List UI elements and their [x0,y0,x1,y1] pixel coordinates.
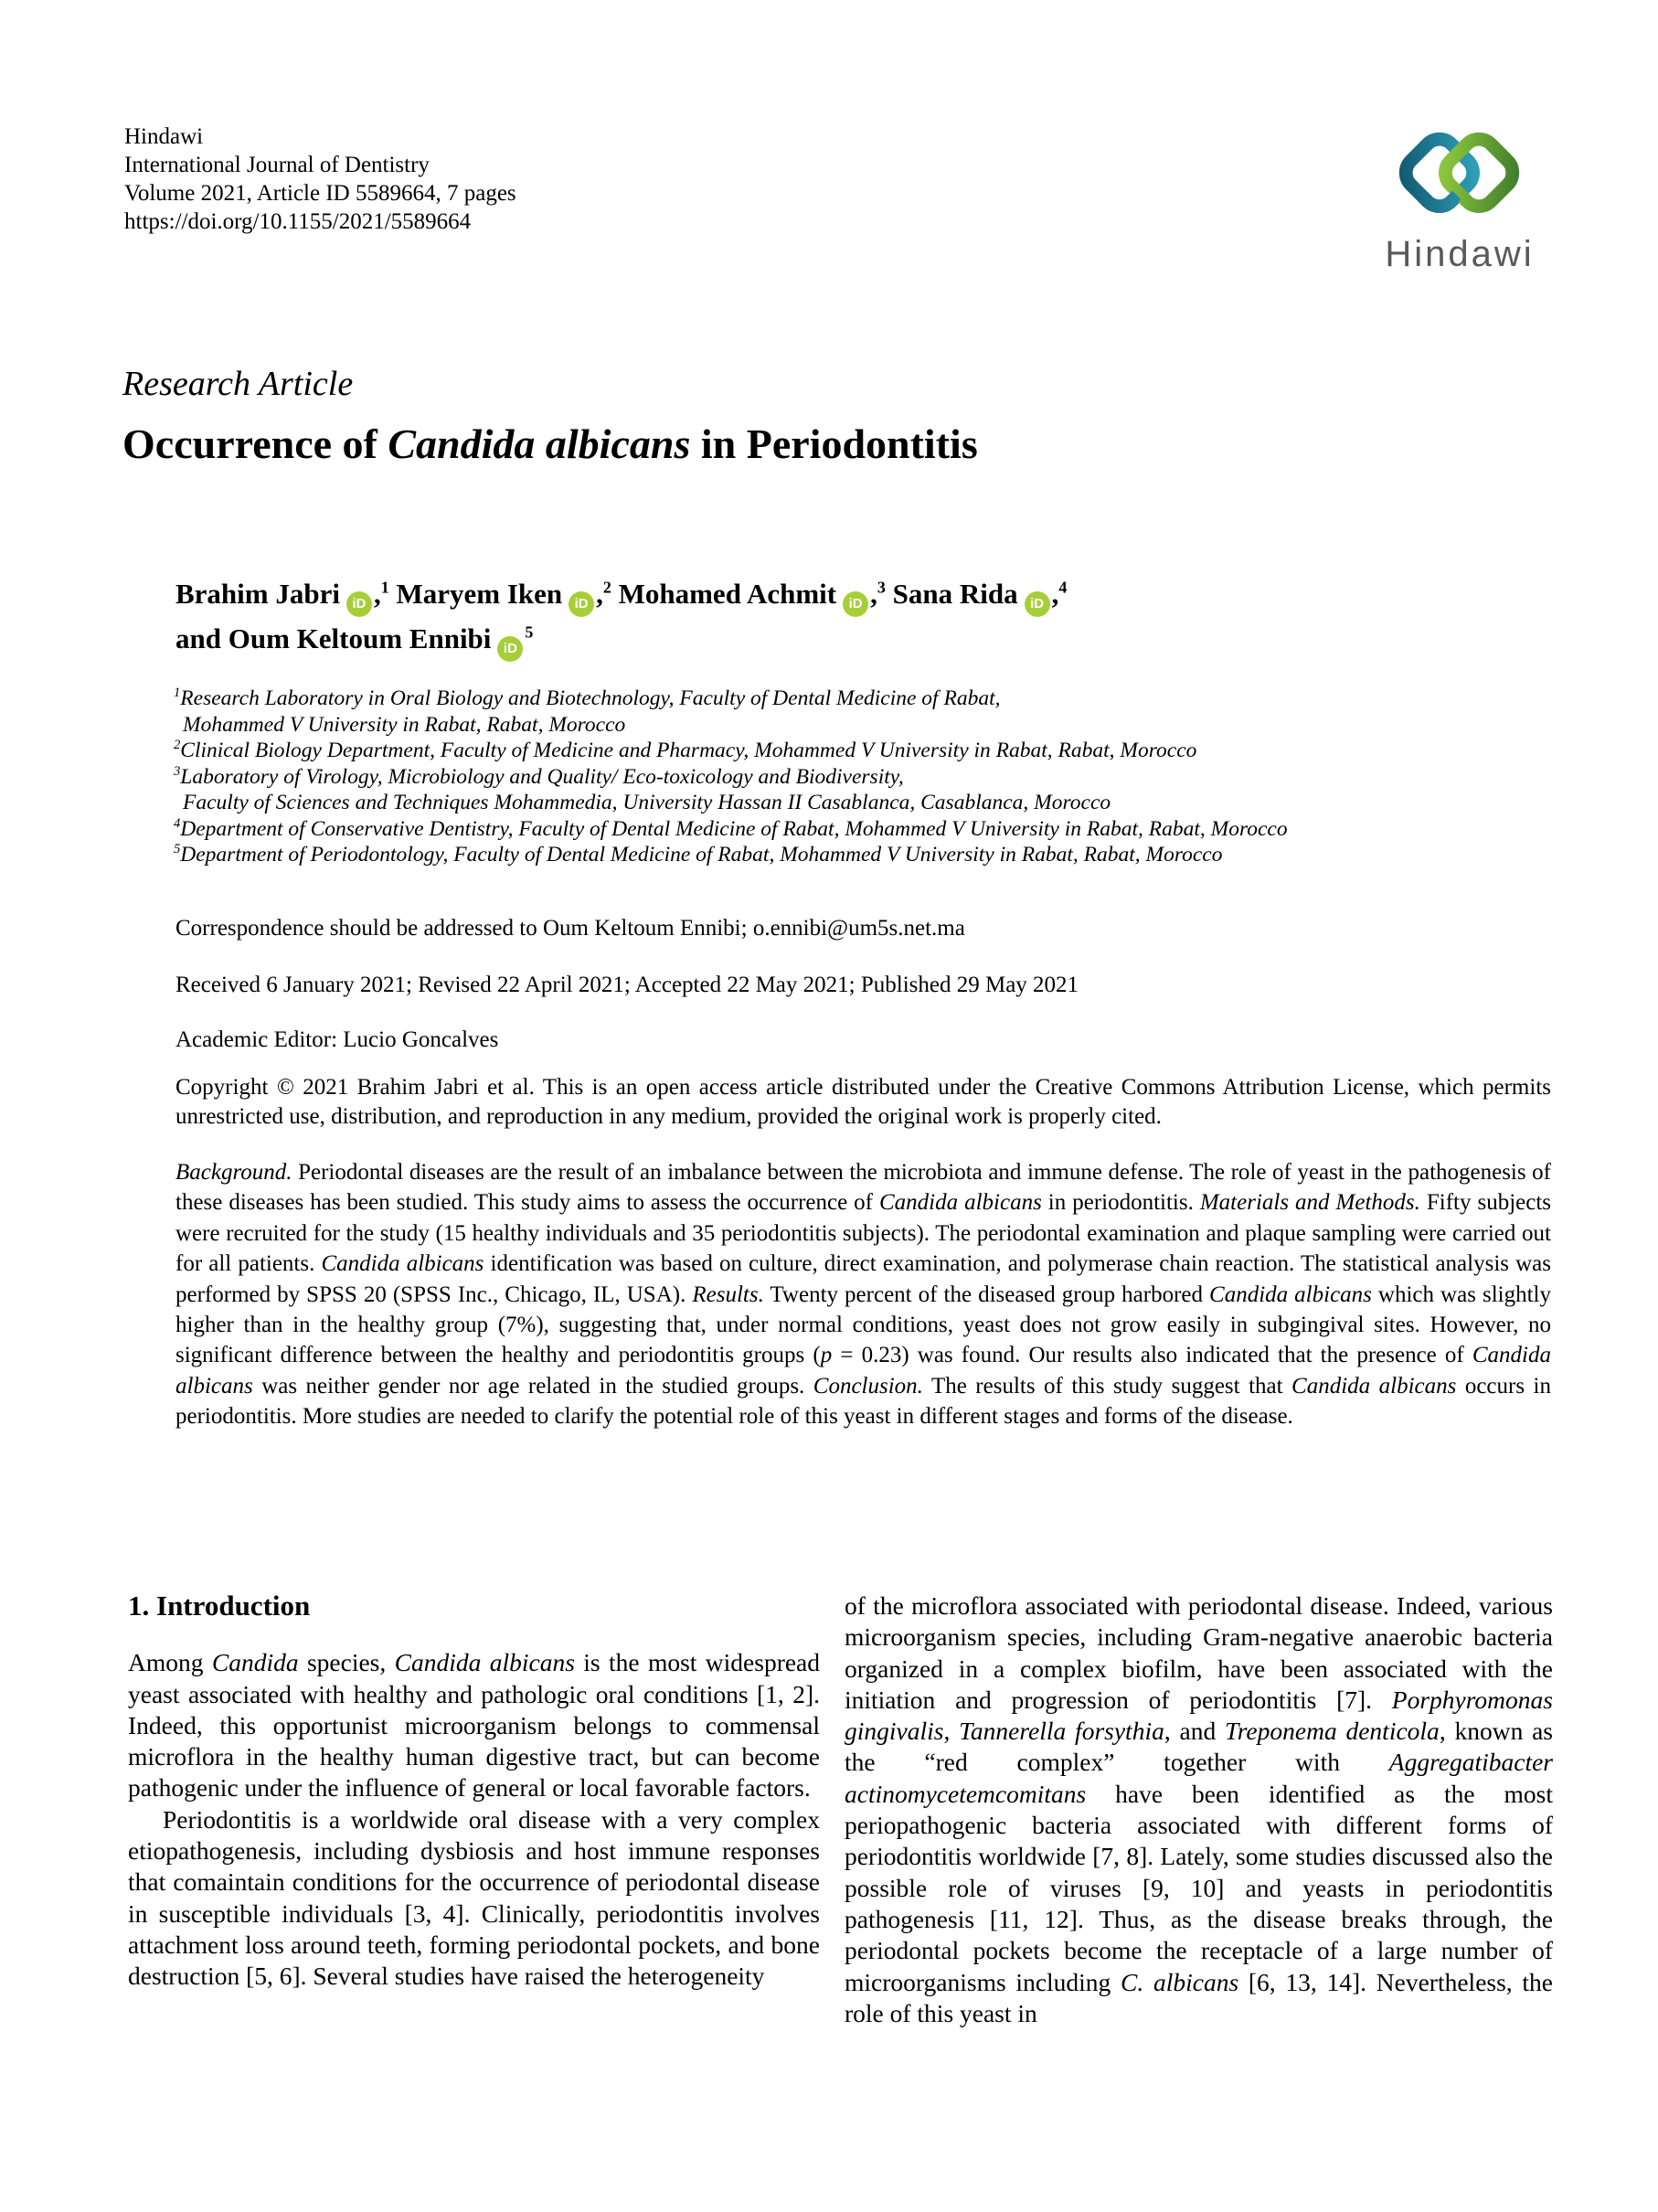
section-heading-introduction: 1. Introduction [128,1590,311,1622]
text-segment: species, [298,1648,395,1677]
text-segment: Treponema denticola [1224,1717,1440,1746]
hindawi-logo-icon [1386,115,1534,228]
text-segment: , and [1164,1717,1225,1746]
text-segment: Candida albicans [878,1190,1042,1216]
text-segment: p [820,1343,833,1368]
superscript: 4 [1058,578,1068,597]
orcid-icon[interactable]: iD [346,591,372,617]
text-segment: , [373,578,381,610]
text-segment: Candida albicans [321,1251,484,1277]
author-line-2 [175,617,1556,662]
affiliations-list [174,686,1572,868]
text-segment: have been identified as the most periopathogenic bacteria associated with different forms of periodontitis worldwide [7, 8]. Lately, some studies discussed also the possible role of viruses [9, 10] and yeasts in periodontitis pathogenesis [11, 12]. Thus, as the disease breaks through, the periodontal pockets become the receptacle of a large number of microorganisms including [845,1779,1553,1996]
text-segment: C. albicans [1121,1967,1239,1996]
superscript: 4 [174,815,181,831]
affiliation-line [174,816,1572,843]
superscript: 5 [525,622,534,642]
text-segment: identification was based on culture, direct examination, and polymerase chain reaction. The statistical analysis was performed by SPSS 20 (SPSS Inc., Chicago, IL, USA). [175,1251,1551,1307]
superscript: 2 [174,738,181,753]
publisher-name: Hindawi [124,124,204,149]
orcid-icon[interactable]: iD [1025,591,1050,617]
text-segment: Mohamed Achmit [611,578,837,610]
text-segment: of the microflora associated with periodontal disease. Indeed, various microorganism species, including Gram-negative anaerobic bacteria organized in a complex biofilm, have been associated with the initiation and progression of periodontitis [7]. [845,1591,1553,1714]
text-segment: , [870,578,877,610]
superscript: 1 [174,686,181,701]
text-segment: Conclusion. [813,1373,923,1398]
text-segment: Candida albicans [1291,1373,1457,1398]
author-line-1 [175,572,1556,617]
text-segment: Porphyromonas gingivalis [845,1685,1553,1746]
affiliation-line [174,790,1572,816]
text-segment: Department of Periodontology, Faculty of Dental Medicine of Rabat, Mohammed V University in Rabat, Rabat, Morocco [180,843,1223,867]
superscript: 3 [174,763,181,779]
affiliation-line [174,712,1572,739]
text-segment: , [596,578,603,610]
text-segment: Candida albicans [1209,1281,1372,1307]
text-segment: Brahim Jabri [175,578,340,610]
text-segment: occurs in periodontitis. More studies are needed to clarify the potential role of this yeast in different stages and forms of the disease. [175,1373,1551,1430]
text-segment: Sana Rida [885,578,1018,610]
correspondence-line: Correspondence should be addressed to Oum Keltoum Ennibi; o.ennibi@um5s.net.ma [175,916,965,941]
text-segment: Faculty of Sciences and Techniques Mohammedia, University Hassan II Casablanca, Casablanca, Morocco [183,791,1111,814]
intro-paragraph-1 [128,1647,820,1803]
text-segment: in periodontitis. [1041,1190,1200,1216]
text-segment: was neither gender nor age related in the studied groups. [252,1373,813,1398]
text-segment: Materials and Methods. [1199,1190,1420,1216]
academic-editor-line: Academic Editor: Lucio Goncalves [175,1027,499,1052]
affiliation-line [174,738,1572,764]
article-id-line: Volume 2021, Article ID 5589664, 7 pages [124,181,516,206]
superscript: 5 [174,842,181,857]
text-segment: Candida albicans [175,1343,1551,1398]
article-title [122,419,978,469]
text-segment: Candida albicans [394,1648,575,1677]
intro-paragraph-2 [128,1804,820,1993]
history-line: Received 6 January 2021; Revised 22 April 2021; Accepted 22 May 2021; Published 29 May 2021 [175,973,1079,997]
superscript: 2 [602,578,611,597]
text-segment: Aggregatibacter actinomycetemcomitans [845,1748,1553,1808]
text-segment: The results of this study suggest that [922,1373,1292,1398]
text-segment: [6, 13, 14]. Nevertheless, the role of this yeast in [845,1967,1554,2027]
publisher-logo [1366,115,1553,272]
text-segment: and Oum Keltoum Ennibi [175,622,492,654]
text-segment: which was slightly higher than in the healthy group (7%), suggesting that, under normal conditions, yeast does not grow easily in subgingival sites. However, no significant difference between the healthy and periodontitis groups ( [175,1281,1551,1368]
text-segment: Background. [175,1160,292,1185]
text-segment: Laboratory of Virology, Microbiology and Quality/ Eco-toxicology and Biodiversity, [180,764,904,789]
doi-link[interactable]: https://doi.org/10.1155/2021/5589664 [124,209,472,234]
orcid-icon[interactable]: iD [497,636,523,662]
text-segment: Results. [692,1281,764,1307]
text-segment: Among [128,1648,212,1677]
article-type-label: Research Article [122,365,354,403]
orcid-icon[interactable]: iD [843,591,868,617]
affiliation-line [174,686,1572,712]
text-segment: Department of Conservative Dentistry, Faculty of Dental Medicine of Rabat, Mohammed V University in Rabat, Rabat, Morocco [180,816,1288,841]
text-segment: = 0.23) was found. Our results also indicated that the presence of [832,1343,1472,1368]
text-segment: , [943,1717,960,1746]
text-segment: Maryem Iken [388,578,563,610]
affiliation-line [174,764,1572,791]
superscript: 3 [877,578,886,597]
copyright-text: Copyright © 2021 Brahim Jabri et al. This is an open access article distributed under the Creative Commons Attribution License, which permits unrestricted use, distribution, and reproduction in any medium, provided the original work is properly cited. [175,1075,1551,1129]
abstract-text [175,1157,1551,1432]
affiliation-line [174,842,1572,868]
body-column-left [128,1590,820,1993]
text-segment: Candida [211,1648,299,1677]
text-segment: , [1051,578,1059,610]
author-list [175,572,1556,662]
text-segment: Mohammed V University in Rabat, Rabat, Morocco [183,712,626,737]
hindawi-wordmark: Hindawi [1385,234,1535,274]
text-segment: Research Laboratory in Oral Biology and Biotechnology, Faculty of Dental Medicine of Rabat, [180,686,1001,710]
text-segment: Periodontitis is a worldwide oral disease with a very complex etiopathogenesis, including dysbiosis and host immune responses that comaintain conditions for the occurrence of periodontal disease in susceptible individuals [3, 4]. Clinically, periodontitis involves attachment loss around teeth, forming periodontal pockets, and bone destruction [5, 6]. Several studies have raised the heterogeneity [128,1804,820,1991]
text-segment: Occurrence of [122,420,388,467]
body-column-right [845,1590,1553,2029]
superscript: 1 [380,578,389,597]
intro-paragraph-3 [845,1590,1553,2029]
text-segment: is the most widespread yeast associated with healthy and pathologic oral conditions [1, 2]. Indeed, this opportunist microorganism belongs to commensal microflora in the healthy human digestive tract, but can become pathogenic under the influence of general or local favorable factors. [128,1648,821,1803]
text-segment: Fifty subjects were recruited for the study (15 healthy individuals and 35 periodontitis subjects). The periodontal examination and plaque sampling were carried out for all patients. [175,1190,1552,1277]
journal-name: International Journal of Dentistry [124,153,430,177]
text-segment: Periodontal diseases are the result of an imbalance between the microbiota and immune defense. The role of yeast in the pathogenesis of these diseases has been studied. This study aims to assess the occurrence of [175,1160,1551,1216]
orcid-icon[interactable]: iD [569,591,594,617]
text-segment: Clinical Biology Department, Faculty of Medicine and Pharmacy, Mohammed V University in Rabat, Rabat, Morocco [180,739,1197,762]
text-segment: Candida albicans [388,420,691,467]
text-segment: Twenty percent of the diseased group harbored [763,1281,1210,1307]
text-segment: in Periodontitis [690,420,978,467]
journal-header [124,122,516,236]
text-segment: Tannerella forsythia [959,1717,1164,1746]
text-segment: , known as the “red complex” together with [845,1717,1553,1777]
